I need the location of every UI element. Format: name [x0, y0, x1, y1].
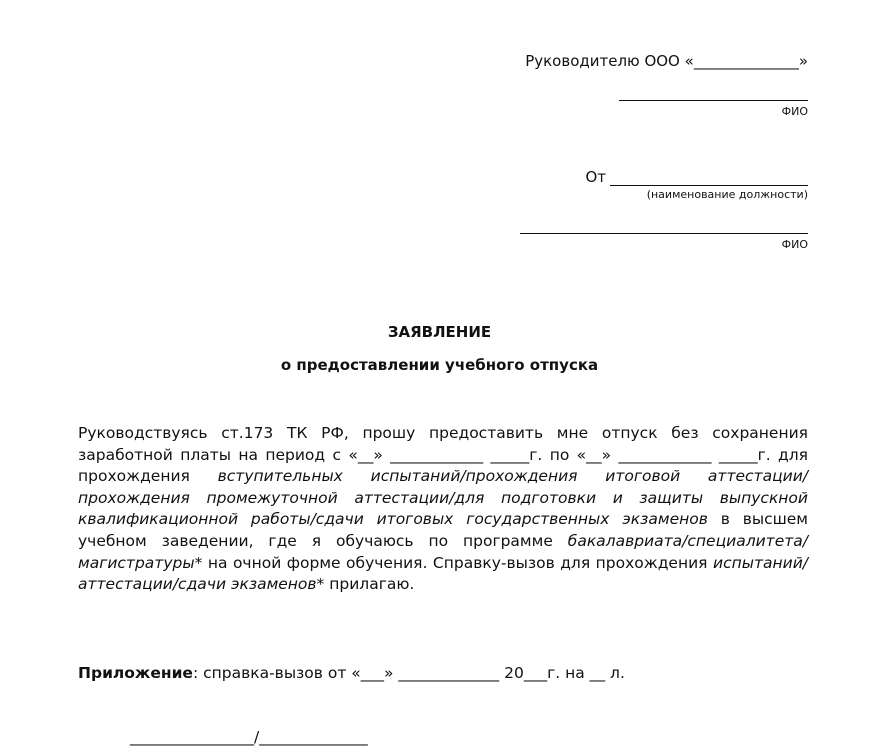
document-title: ЗАЯВЛЕНИЕ — [387, 323, 492, 341]
applicant-name-line — [520, 233, 808, 234]
attachment-label: Приложение — [78, 664, 193, 682]
addressee-line: Руководителю ООО «______________» — [525, 52, 808, 70]
document-subtitle: о предоставлении учебного отпуска — [280, 356, 599, 374]
body-text-2: в высшем учебном заведении, где я обучаюсь по программе — [78, 510, 808, 550]
position-line — [610, 185, 808, 186]
attachment-text: : справка-вызов от «___» _____________ 20___г. на __ л. — [192, 664, 625, 682]
director-name-line — [619, 100, 808, 101]
attachment-line — [78, 664, 625, 682]
body-text-4: прилагаю. — [324, 575, 415, 594]
body-italic-1: вступительных испытаний/прохождения итоговой аттестации/прохождения промежуточной аттестации/для подготовки и защиты выпускной квалификационной работы/сдачи итоговых государственных экзаменов — [78, 467, 808, 529]
fio-label-applicant: ФИО — [781, 238, 808, 251]
fio-label-director: ФИО — [781, 105, 808, 118]
body-italic-2: бакалавриата/специалитета/магистратуры* — [78, 531, 808, 572]
from-prefix: От — [585, 168, 606, 186]
body-text-1: Руководствуясь ст.173 ТК РФ, прошу предоставить мне отпуск без сохранения заработной платы на период с «__» ____________ _____г. по «__» ____________ _____г. для прохождения — [78, 424, 808, 486]
statement-body — [78, 423, 808, 596]
position-label: (наименование должности) — [646, 188, 808, 201]
body-text-3: на очной форме обучения. Справку-вызов для прохождения — [202, 553, 713, 572]
body-italic-3: испытаний/аттестации/сдачи экзаменов* — [78, 553, 808, 594]
signature-line: ________________/______________ — [130, 728, 368, 746]
